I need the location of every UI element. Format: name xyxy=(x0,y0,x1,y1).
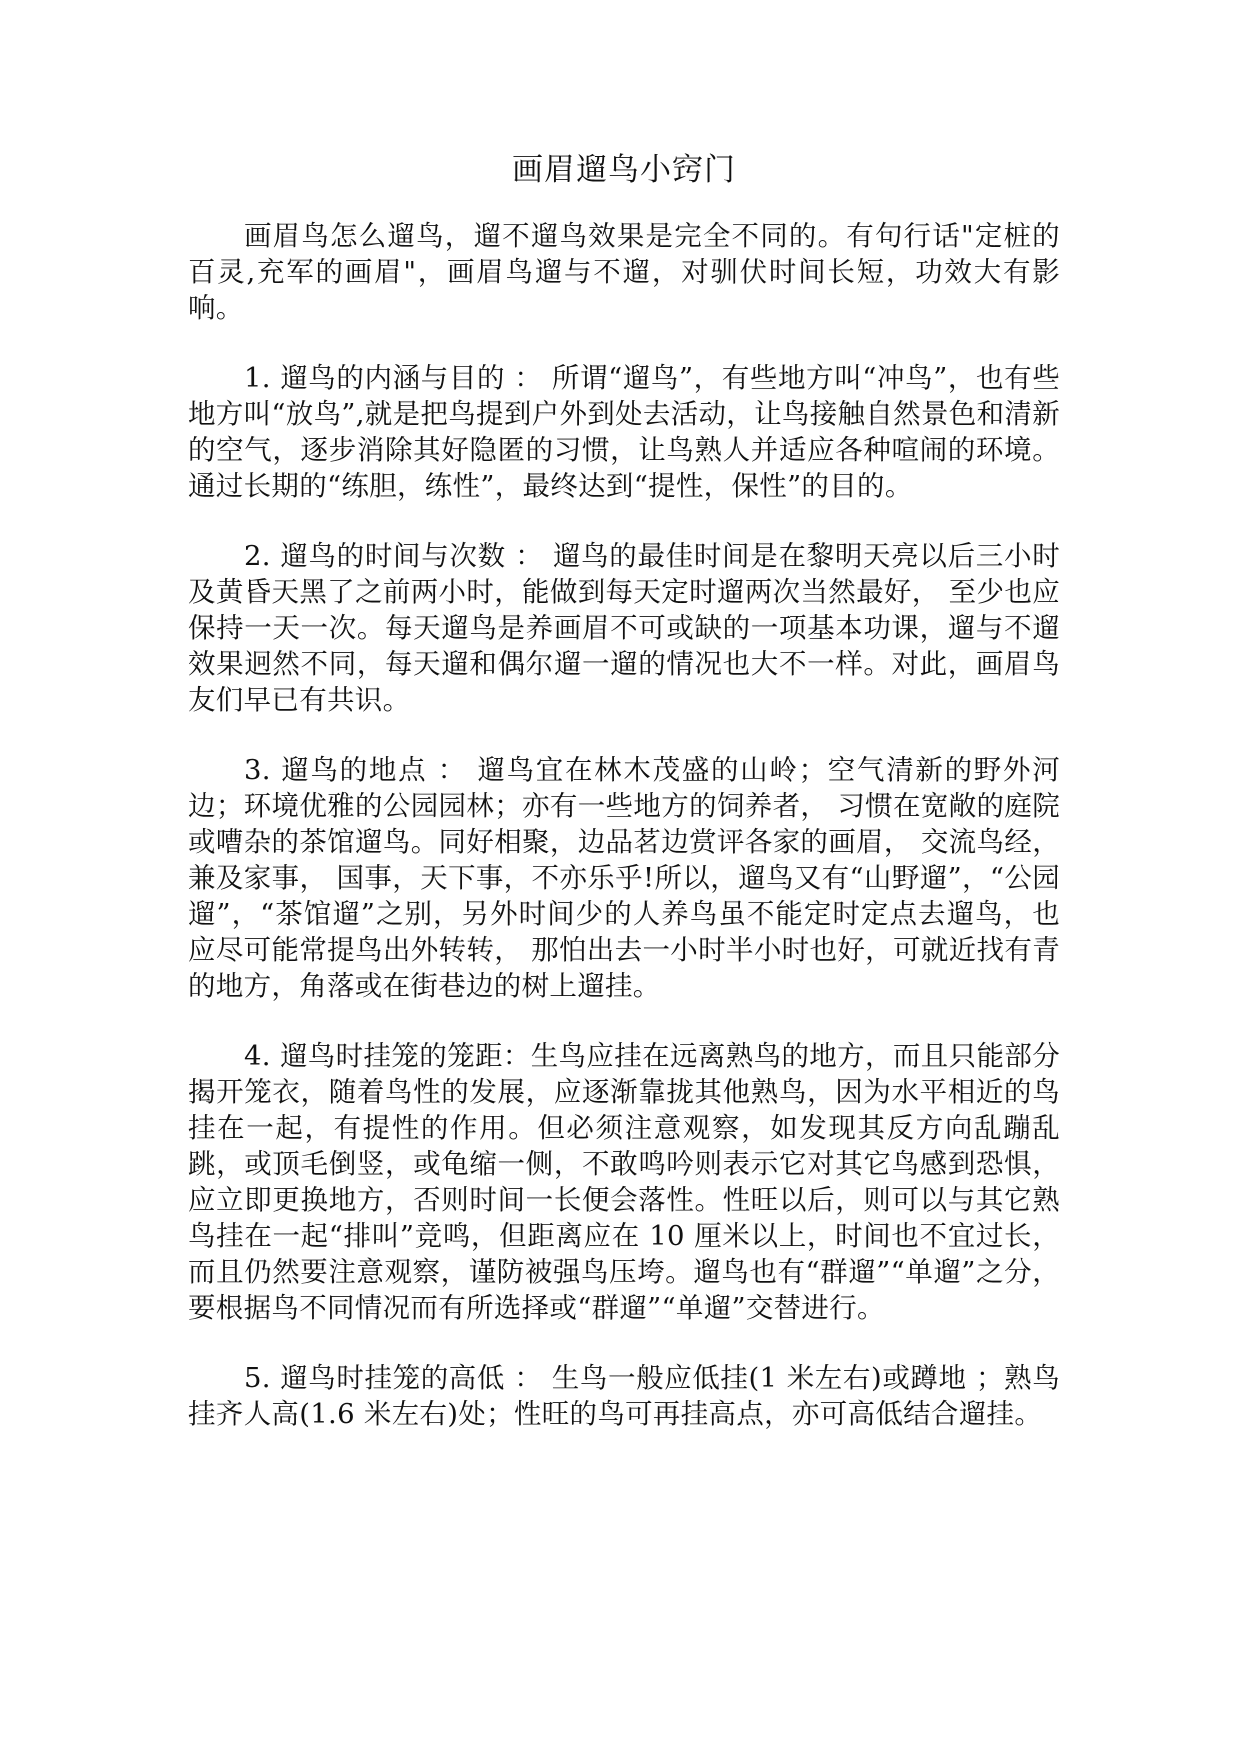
document-page xyxy=(188,150,1060,1466)
paragraph-time-frequency: 2. 遛鸟的时间与次数 ： 遛鸟的最佳时间是在黎明天亮以后三小时及黄昏天黑了之前两小时，能做到每天定时遛两次当然最好， 至少也应保持一天一次。每天遛鸟是养画眉不可或缺的一项基本功课，遛与不遛效果迥然不同，每天遛和偶尔遛一遛的情况也大不一样。对此，画眉鸟友们早已有共识。 xyxy=(188,540,1060,716)
paragraph-location: 3. 遛鸟的地点 ： 遛鸟宜在林木茂盛的山岭；空气清新的野外河边；环境优雅的公园园林；亦有一些地方的饲养者， 习惯在宽敞的庭院或嘈杂的茶馆遛鸟。同好相聚，边品茗边赏评各家的画眉， 交流鸟经，兼及家事， 国事，天下事，不亦乐乎!所以，遛鸟又有“山野遛”，“公园遛”，“茶馆遛”之别，另外时间少的人养鸟虽不能定时定点去遛鸟，也应尽可能常提鸟出外转转， 那怕出去一小时半小时也好，可就近找有青的地方，角落或在街巷边的树上遛挂。 xyxy=(188,754,1060,1002)
document-title: 画眉遛鸟小窍门 xyxy=(512,152,736,188)
paragraph-intro: 画眉鸟怎么遛鸟，遛不遛鸟效果是完全不同的。有句行话"定桩的百灵,充军的画眉"，画眉鸟遛与不遛，对驯伏时间长短，功效大有影响。 xyxy=(188,220,1060,324)
paragraph-purpose: 1. 遛鸟的内涵与目的 ： 所谓“遛鸟”，有些地方叫“冲鸟”，也有些地方叫“放鸟”,就是把鸟提到户外到处去活动，让鸟接触自然景色和清新的空气，逐步消除其好隐匿的习惯，让鸟熟人并适应各种喧闹的环境。通过长期的“练胆，练性”，最终达到“提性，保性”的目的。 xyxy=(188,362,1060,502)
paragraph-cage-height: 5. 遛鸟时挂笼的高低 ： 生鸟一般应低挂(1 米左右)或蹲地 ；熟鸟挂齐人高(1.6 米左右)处；性旺的鸟可再挂高点，亦可高低结合遛挂。 xyxy=(188,1362,1060,1430)
paragraph-cage-distance: 4. 遛鸟时挂笼的笼距：生鸟应挂在远离熟鸟的地方，而且只能部分揭开笼衣，随着鸟性的发展，应逐渐靠拢其他熟鸟，因为水平相近的鸟挂在一起，有提性的作用。但必须注意观察，如发现其反方向乱蹦乱跳，或顶毛倒竖，或龟缩一侧，不敢鸣吟则表示它对其它鸟感到恐惧，应立即更换地方，否则时间一长便会落性。性旺以后，则可以与其它熟鸟挂在一起“排叫”竞鸣，但距离应在 10 厘米以上，时间也不宜过长，而且仍然要注意观察，谨防被强鸟压垮。遛鸟也有“群遛”“单遛”之分， 要根据鸟不同情况而有所选择或“群遛”“单遛”交替进行。 xyxy=(188,1040,1060,1324)
